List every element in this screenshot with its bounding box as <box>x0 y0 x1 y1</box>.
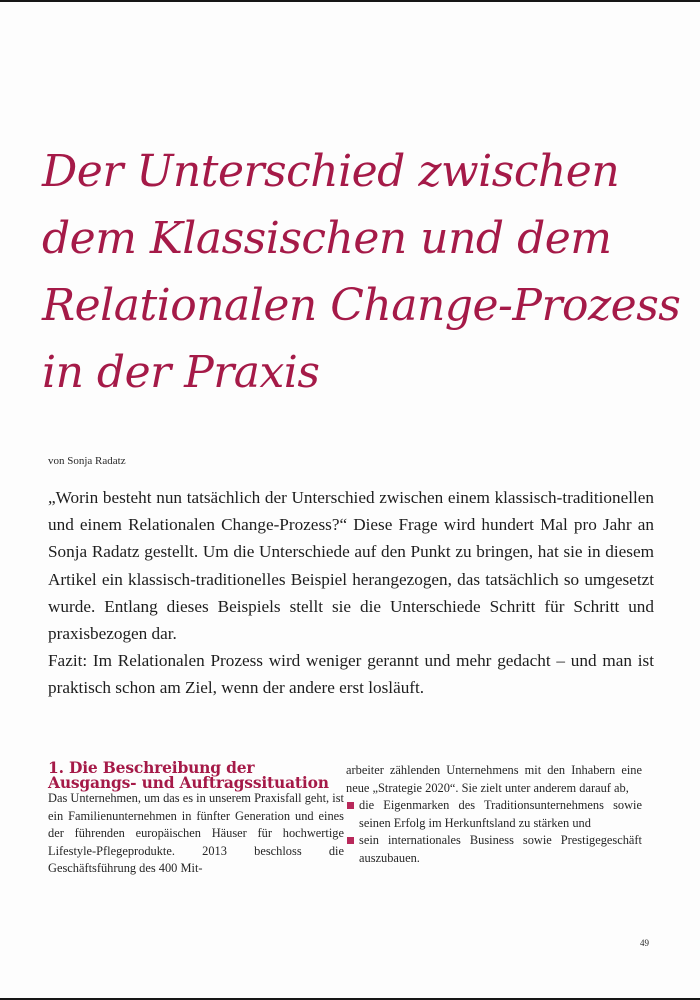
page-number: 49 <box>640 938 649 948</box>
bullet-text: die Eigenmarken des Traditionsunternehmens sowie seinen Erfolg im Herkunftsland zu stärken und <box>359 798 642 830</box>
bullet-list <box>346 797 642 867</box>
column-right <box>346 762 642 868</box>
article-title <box>42 138 681 406</box>
lead-text-2: Fazit: Im Relationalen Prozess wird weniger gerannt und mehr gedacht – und man ist praktisch schon am Ziel, wenn der andere erst losläuft. <box>48 651 654 698</box>
body-text-left: Das Unternehmen, um das es in unserem Praxisfall geht, ist ein Familienunternehmen in fünfter Generation und eines der führenden europäischen Häuser für hochwertige Lifestyle-Pflegeprodukte. 2013 beschloss die Geschäftsführung des 400 Mit- <box>48 791 344 876</box>
bullet-item <box>346 832 642 867</box>
column-left <box>48 760 344 878</box>
square-bullet-icon <box>347 837 354 844</box>
page-top-edge <box>0 0 700 2</box>
title-line-2: dem Klassischen und dem <box>42 213 612 264</box>
bullet-item <box>346 797 642 832</box>
lead-text-1: „Worin besteht nun tatsächlich der Unterschied zwischen einem klassisch-traditionellen und einem Relationalen Change-Prozess?“ Diese Frage wird hundert Mal pro Jahr an Sonja Radatz gestellt. Um die Unterschiede auf den Punkt zu bringen, hat sie in diesem Artikel ein klassisch-traditionelles Beispiel herangezogen, das tatsächlich so umgesetzt wurde. Entlang dieses Beispiels stellt sie die Unterschiede Schritt für Schritt und praxisbezogen dar. <box>48 488 654 644</box>
lead-paragraph <box>48 484 654 702</box>
author-byline: von Sonja Radatz <box>48 455 126 467</box>
section-heading: 1. Die Beschreibung der Ausgangs- und Auftragssituation <box>48 758 329 792</box>
title-line-1: Der Unterschied zwischen <box>42 146 620 197</box>
square-bullet-icon <box>347 802 354 809</box>
title-line-4: in der Praxis <box>42 347 320 398</box>
body-text-right: arbeiter zählenden Unternehmens mit den Inhabern eine neue „Strategie 2020“. Sie zielt unter anderem darauf ab, <box>346 763 642 795</box>
title-line-3: Relationalen Change-Prozess <box>42 280 681 331</box>
bullet-text: sein internationales Business sowie Prestigegeschäft auszubauen. <box>359 833 642 865</box>
